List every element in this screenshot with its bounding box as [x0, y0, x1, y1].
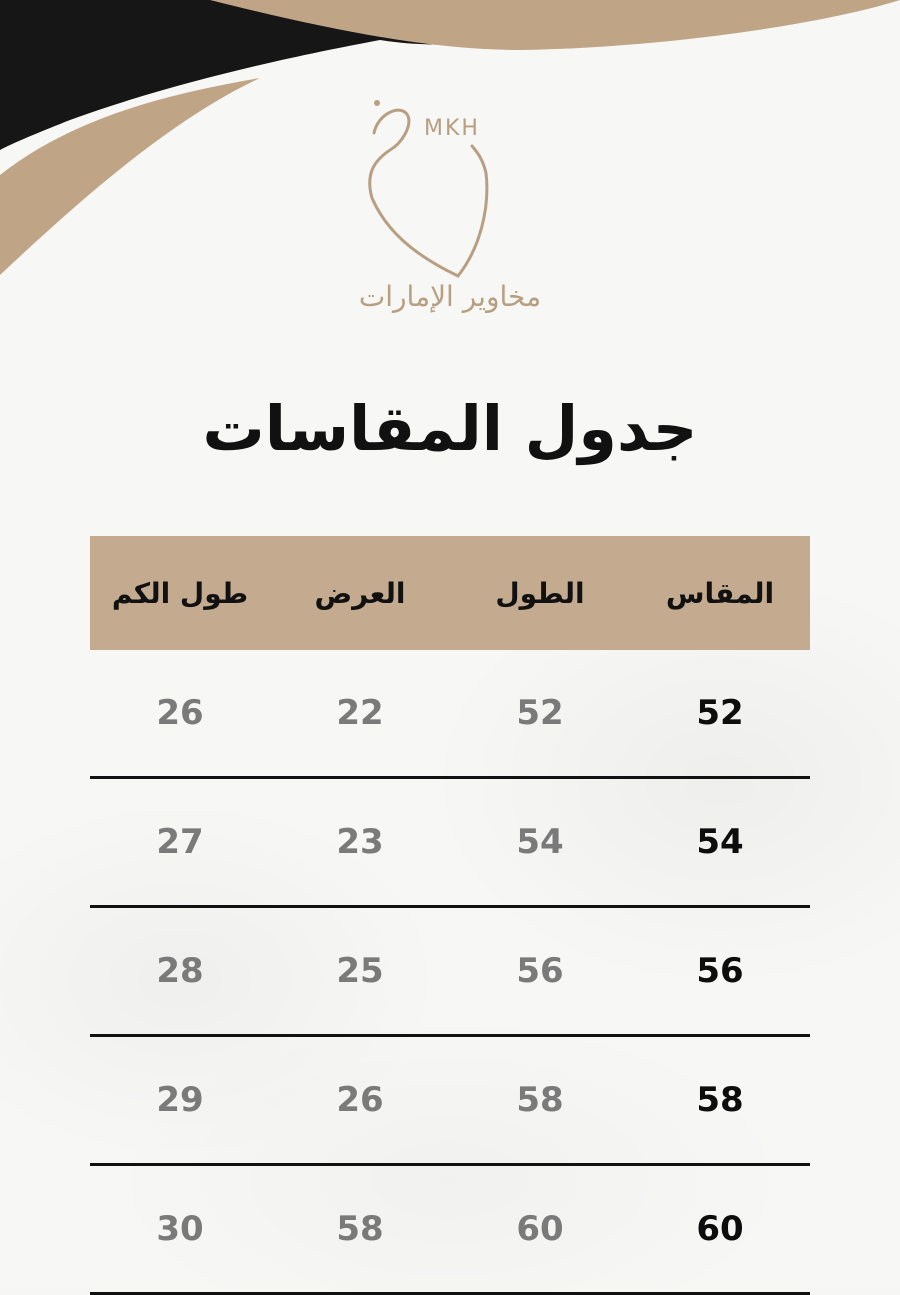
- cell-width: 23: [336, 822, 384, 862]
- size-chart-table: [90, 536, 810, 1295]
- cell-size: 58: [696, 1080, 744, 1120]
- cell-width: 58: [336, 1209, 384, 1249]
- cell-size: 60: [696, 1209, 744, 1249]
- cell-sleeve-length: 30: [156, 1209, 204, 1249]
- table-row: [90, 908, 810, 1037]
- cell-length: 60: [516, 1209, 564, 1249]
- table-row: [90, 779, 810, 908]
- table-row: [90, 1166, 810, 1295]
- cell-sleeve-length: 27: [156, 822, 204, 862]
- brand-mark: MKH: [424, 116, 480, 141]
- brand-name: مخاوير الإمارات: [358, 280, 542, 313]
- header-size: المقاس: [665, 576, 775, 610]
- cell-sleeve-length: 26: [156, 693, 204, 733]
- table-header: [90, 536, 810, 650]
- cell-size: 52: [696, 693, 744, 733]
- cell-length: 56: [516, 951, 564, 991]
- cell-size: 56: [696, 951, 744, 991]
- cell-length: 58: [516, 1080, 564, 1120]
- cell-width: 22: [336, 693, 384, 733]
- cell-sleeve-length: 29: [156, 1080, 204, 1120]
- cell-length: 52: [516, 693, 564, 733]
- header-length: الطول: [495, 576, 585, 610]
- cell-width: 25: [336, 951, 384, 991]
- header-width: العرض: [314, 576, 406, 610]
- table-row: [90, 650, 810, 779]
- table-row: [90, 1037, 810, 1166]
- cell-width: 26: [336, 1080, 384, 1120]
- cell-sleeve-length: 28: [156, 951, 204, 991]
- cell-size: 54: [696, 822, 744, 862]
- page-title: جدول المقاسات: [202, 392, 698, 465]
- cell-length: 54: [516, 822, 564, 862]
- header-sleeve-length: طول الكم: [111, 576, 249, 610]
